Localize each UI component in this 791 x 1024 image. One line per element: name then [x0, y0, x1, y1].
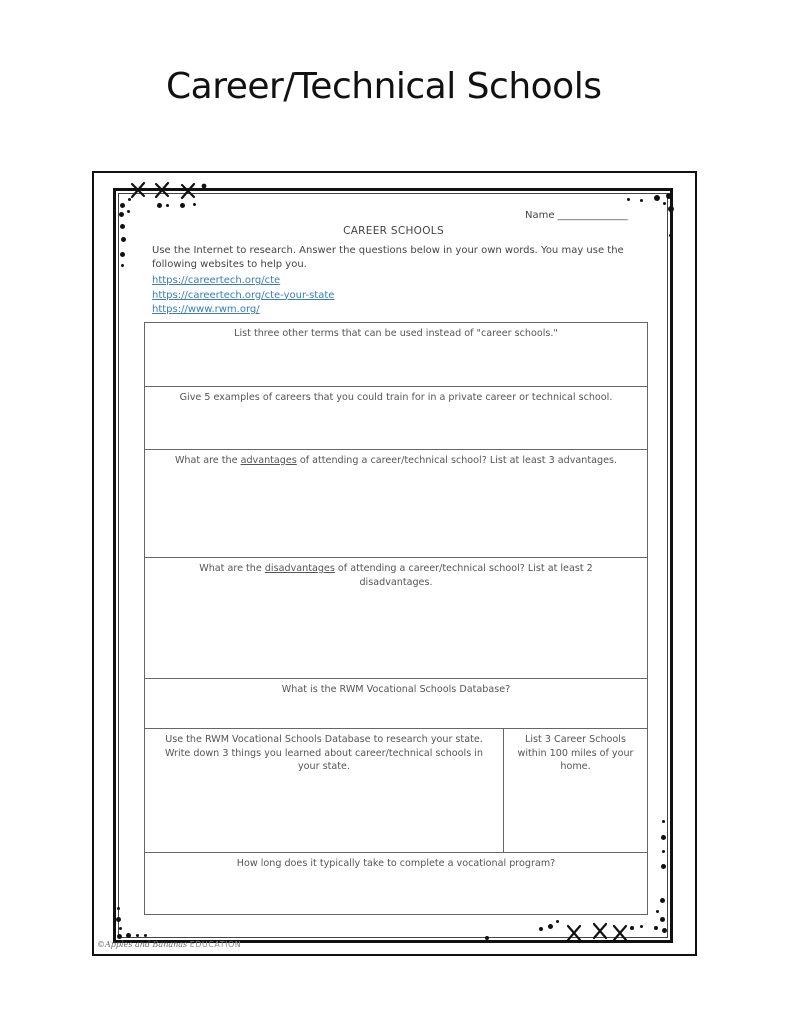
link-rwm[interactable]: https://www.rwm.org/ [152, 304, 260, 315]
answer-box-q4[interactable] [145, 558, 648, 679]
question-text [199, 563, 593, 588]
question-emphasis: disadvantages [264, 563, 335, 574]
question-text: Give 5 examples of careers that you could train for in a private career or technical school. [179, 392, 613, 403]
doodle-x-marks-top-left-icon [128, 180, 218, 202]
credit-script-text: ©Apples and Bananas [97, 940, 188, 949]
question-row [145, 679, 648, 729]
answer-box-q7[interactable] [504, 729, 648, 853]
question-text: How long does it typically take to complete a vocational program? [236, 858, 556, 869]
resource-links [152, 274, 334, 318]
question-text-part: of attending a career/technical school? List at least 2 disadvantages. [334, 563, 593, 588]
name-field[interactable]: Name ______________ [525, 210, 628, 221]
question-text [175, 455, 617, 466]
question-text-part: of attending a career/technical school? List at least 3 advantages. [296, 455, 618, 466]
publisher-credit [97, 940, 241, 949]
worksheet-title [0, 225, 791, 237]
question-row [145, 323, 648, 387]
answer-box-q1[interactable] [145, 323, 648, 387]
question-row [145, 558, 648, 679]
answer-box-q5[interactable] [145, 679, 648, 729]
question-text: Use the RWM Vocational Schools Database to research your state. Write down 3 things you learned about career/technical schools in your state. [165, 734, 483, 772]
answer-box-q2[interactable] [145, 387, 648, 450]
answer-box-q8[interactable] [145, 853, 648, 915]
link-careertech-your-state[interactable]: https://careertech.org/cte-your-state [152, 289, 335, 301]
question-row [145, 450, 648, 558]
question-text-part: What are the [174, 455, 241, 466]
questions-table [144, 322, 648, 915]
doodle-x-marks-bottom-right-icon [548, 918, 648, 948]
question-row [145, 729, 648, 853]
answer-box-q3[interactable] [145, 450, 648, 558]
question-text: What is the RWM Vocational Schools Database? [281, 684, 511, 695]
question-text-part: What are the [199, 563, 265, 574]
answer-box-q6[interactable] [145, 729, 504, 853]
instructions-text: Use the Internet to research. Answer the questions below in your own words. You may use the following websites to help you. [152, 245, 624, 270]
question-text: List 3 Career Schools within 100 miles of your home. [517, 734, 634, 772]
page-title: Career/Technical Schools [166, 66, 602, 107]
question-text: List three other terms that can be used instead of "career schools." [234, 328, 558, 339]
link-careertech-cte[interactable]: https://careertech.org/cte [152, 275, 281, 286]
credit-caps-text: EDUCATION [189, 940, 242, 949]
question-emphasis: advantages [240, 455, 297, 466]
worksheet-title-text: CAREER SCHOOLS [343, 225, 444, 237]
question-row [145, 853, 648, 915]
question-row [145, 387, 648, 450]
